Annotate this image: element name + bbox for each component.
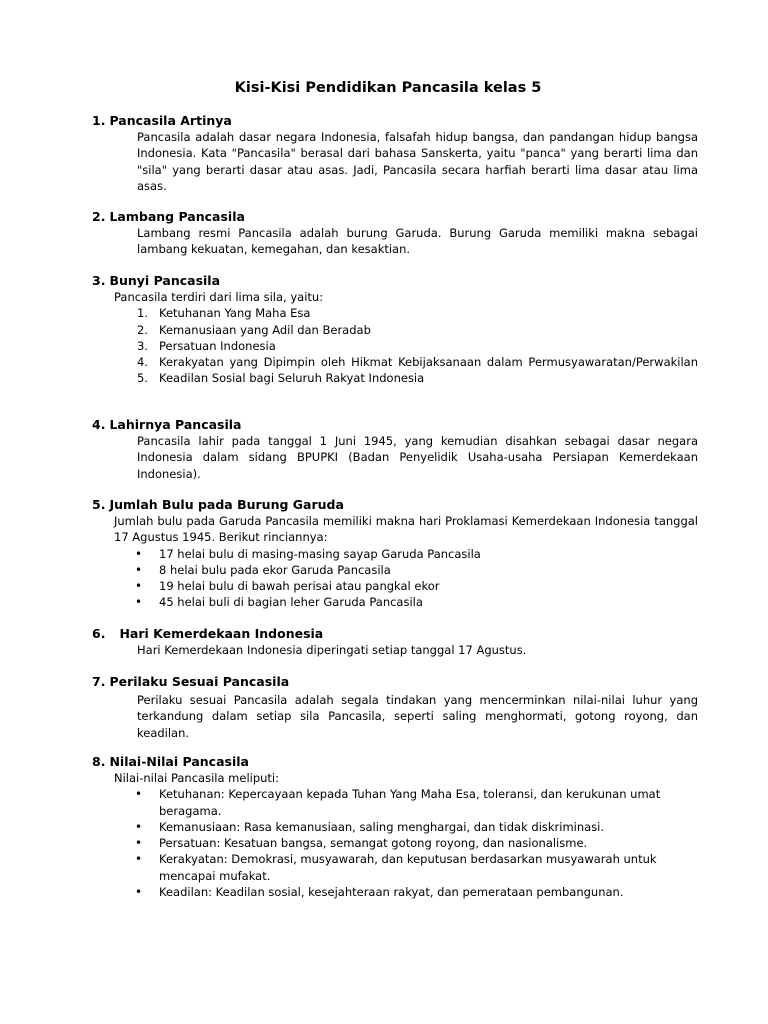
list-item	[92, 786, 698, 819]
bullet-icon: •	[135, 595, 143, 610]
section-heading	[92, 754, 698, 770]
section-heading	[92, 273, 698, 289]
section-heading	[92, 417, 698, 433]
list-item	[92, 578, 698, 594]
list-item	[92, 322, 698, 338]
section-intro: Jumlah bulu pada Garuda Pancasila memiliki makna hari Proklamasi Kemerdekaan Indonesia tanggal 17 Agustus 1945. Berikut rinciannya:	[114, 514, 698, 545]
list-item-text: Keadilan Sosial bagi Seluruh Rakyat Indonesia	[159, 371, 425, 386]
list-item	[92, 884, 698, 900]
list-item	[92, 835, 698, 851]
list-item	[92, 562, 698, 578]
list-item	[92, 354, 698, 370]
list-item-text: 45 helai buli di bagian leher Garuda Pancasila	[159, 595, 423, 610]
list-marker: 4.	[137, 355, 148, 370]
section-number: 7.	[92, 674, 106, 689]
section-title: Hari Kemerdekaan Indonesia	[119, 626, 324, 641]
nilai-list	[92, 786, 698, 900]
bullet-icon: •	[135, 852, 143, 867]
section-intro: Nilai-nilai Pancasila meliputi:	[114, 771, 280, 785]
section-bunyi-pancasila	[92, 273, 698, 387]
section-heading	[92, 113, 698, 129]
sila-list	[92, 305, 698, 386]
section-heading	[92, 626, 698, 642]
section-number: 6.	[92, 626, 106, 641]
section-perilaku-sesuai	[92, 674, 698, 741]
section-number: 3.	[92, 273, 106, 288]
bullet-icon: •	[135, 836, 143, 851]
list-item	[92, 305, 698, 321]
section-title: Pancasila Artinya	[109, 113, 232, 128]
section-title: Lahirnya Pancasila	[109, 417, 242, 432]
section-number: 1.	[92, 113, 106, 128]
section-title: Nilai-Nilai Pancasila	[109, 754, 249, 769]
section-jumlah-bulu	[92, 497, 698, 611]
list-item	[92, 370, 698, 386]
list-item-text: Kemanusiaan yang Adil dan Beradab	[159, 322, 371, 337]
list-marker: 2.	[137, 322, 148, 337]
list-item	[92, 546, 698, 562]
bullet-icon: •	[135, 546, 143, 561]
bullet-icon: •	[135, 787, 143, 802]
bullet-icon: •	[135, 579, 143, 594]
section-title: Jumlah Bulu pada Burung Garuda	[109, 497, 344, 512]
list-item-text: Kerakyatan yang Dipimpin oleh Hikmat Kebijaksanaan dalam Permusyawaratan/Perwakilan	[159, 355, 698, 370]
list-item-text: Ketuhanan: Kepercayaan kepada Tuhan Yang Maha Esa, toleransi, dan kerukunan umat beragama.	[159, 787, 661, 818]
list-item-text: Persatuan Indonesia	[159, 338, 276, 353]
section-paragraph: Perilaku sesuai Pancasila adalah segala tindakan yang mencerminkan nilai-nilai luhur yang terkandung dalam setiap sila Pancasila, seperti saling menghormati, gotong royong, dan keadilan.	[137, 693, 698, 740]
section-pancasila-artinya	[92, 113, 698, 194]
section-paragraph: Pancasila adalah dasar negara Indonesia, falsafah hidup bangsa, dan pandangan hidup bangsa Indonesia. Kata "Pancasila" berasal dari bahasa Sanskerta, yaitu "panca" yang berarti lima dan "sila" yang berarti dasar atau asas. Jadi, Pancasila secara harfiah berarti lima dasar atau lima asas.	[137, 130, 698, 193]
section-paragraph: Hari Kemerdekaan Indonesia diperingati setiap tanggal 17 Agustus.	[137, 643, 527, 657]
section-paragraph: Pancasila lahir pada tanggal 1 Juni 1945, yang kemudian disahkan sebagai dasar negara Indonesia dalam sidang BPUPKI (Badan Penyelidik Usaha-usaha Persiapan Kemerdekaan Indonesia).	[137, 434, 698, 481]
section-hari-kemerdekaan	[92, 626, 698, 658]
section-nilai-nilai	[92, 754, 698, 900]
list-item-text: 8 helai bulu pada ekor Garuda Pancasila	[159, 562, 391, 577]
list-item-text: Persatuan: Kesatuan bangsa, semangat gotong royong, dan nasionalisme.	[159, 836, 588, 851]
list-item-text: Ketuhanan Yang Maha Esa	[159, 306, 311, 321]
section-lahirnya-pancasila	[92, 417, 698, 482]
bullet-icon: •	[135, 885, 143, 900]
list-item	[92, 338, 698, 354]
list-marker: 1.	[137, 306, 148, 321]
list-item-text: Keadilan: Keadilan sosial, kesejahteraan rakyat, dan pemerataan pembangunan.	[159, 885, 624, 900]
section-title: Lambang Pancasila	[109, 209, 245, 224]
section-number: 4.	[92, 417, 106, 432]
list-item-text: 17 helai bulu di masing-masing sayap Garuda Pancasila	[159, 546, 481, 561]
section-number: 8.	[92, 754, 106, 769]
list-item-text: 19 helai bulu di bawah perisai atau pangkal ekor	[159, 579, 440, 594]
list-item	[92, 819, 698, 835]
section-paragraph: Lambang resmi Pancasila adalah burung Garuda. Burung Garuda memiliki makna sebagai lambang kekuatan, kemegahan, dan kesaktian.	[137, 226, 698, 257]
list-item	[92, 594, 698, 610]
section-number: 2.	[92, 209, 106, 224]
section-lambang-pancasila	[92, 209, 698, 258]
bullet-icon: •	[135, 562, 143, 577]
list-marker: 5.	[137, 371, 148, 386]
list-item	[92, 851, 698, 884]
bullet-icon: •	[135, 819, 143, 834]
section-intro: Pancasila terdiri dari lima sila, yaitu:	[114, 290, 324, 304]
bulu-list	[92, 546, 698, 611]
section-title: Perilaku Sesuai Pancasila	[109, 674, 290, 689]
page-title: Kisi-Kisi Pendidikan Pancasila kelas 5	[234, 80, 542, 96]
section-heading	[92, 674, 698, 690]
list-item-text: Kerakyatan: Demokrasi, musyawarah, dan keputusan berdasarkan musyawarah untuk mencapai mufakat.	[159, 852, 657, 883]
list-marker: 3.	[137, 338, 148, 353]
section-number: 5.	[92, 497, 106, 512]
section-title: Bunyi Pancasila	[109, 273, 221, 288]
section-heading	[92, 497, 698, 513]
list-item-text: Kemanusiaan: Rasa kemanusiaan, saling menghargai, dan tidak diskriminasi.	[159, 819, 605, 834]
section-heading	[92, 209, 698, 225]
